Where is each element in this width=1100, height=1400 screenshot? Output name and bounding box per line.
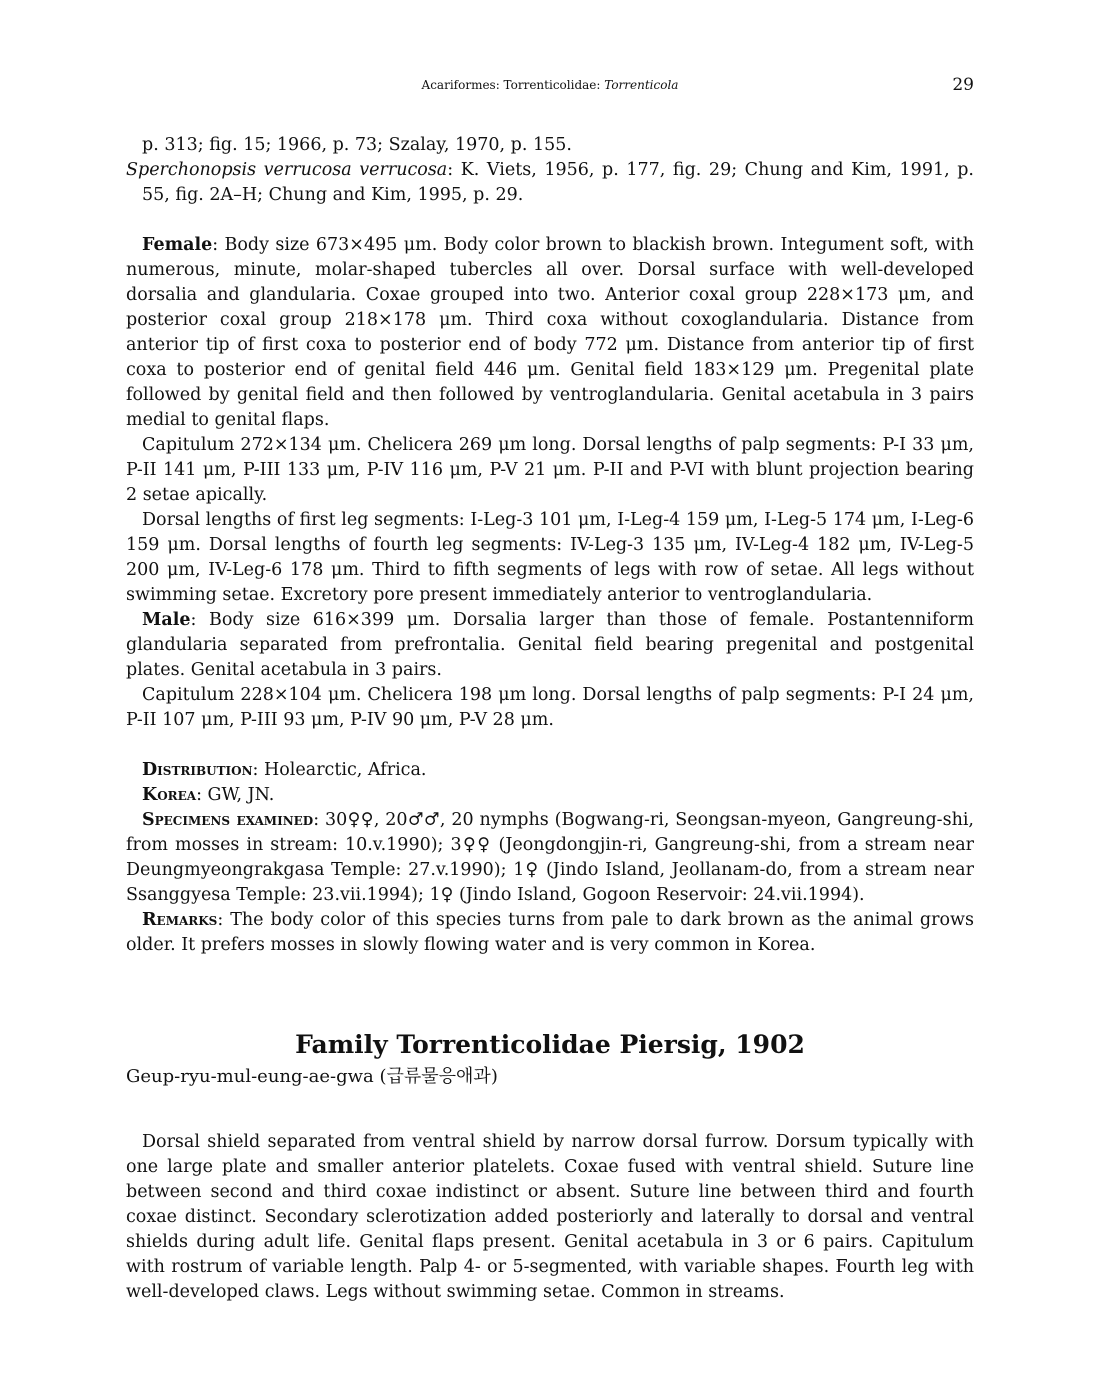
korea-text: : GW, JN. xyxy=(196,785,275,805)
male-label: Male xyxy=(142,610,191,630)
family-subtitle: Geup-ryu-mul-eung-ae-gwa (급류물응애과) xyxy=(126,1066,498,1087)
family-description: Dorsal shield separated from ventral shield by narrow dorsal furrow. Dorsum typically with one large plate and smaller anterior platelets. Coxae fused with ventral shield. Suture line between second and third coxae indistinct or absent. Suture line between third and fourth coxae distinct. Secondary sclerotization added posteriorly and laterally to dorsal and ventral shields during adult life. Genital flaps present. Genital acetabula in 3 or 6 pairs. Capitulum with rostrum of variable length. Palp 4- or 5-segmented, with variable shapes. Fourth leg with well-developed claws. Legs without swimming setae. Common in streams. xyxy=(126,1132,974,1302)
synonym-reference xyxy=(126,158,974,208)
synonym-name: Sperchonopsis verrucosa verrucosa xyxy=(126,160,448,180)
distribution-label: Distribution xyxy=(142,760,253,780)
specimens-label: Specimens examined xyxy=(142,810,314,830)
page-body xyxy=(126,133,974,1305)
distribution-text: : Holearctic, Africa. xyxy=(252,760,427,780)
female-text: : Body size 673×495 μm. Body color brown to blackish brown. Integument soft, with numerous, minute, molar-shaped tubercles all over. Dorsal surface with well-developed dorsalia and glandularia. Coxae grouped into two. Anterior coxal group 228×173 μm, and posterior coxal group 218×178 μm. Third coxa without coxoglandularia. Distance from anterior tip of first coxa to posterior end of body 772 μm. Distance from anterior tip of first coxa to posterior end of genital field 446 μm. Genital field 183×129 μm. Pregenital plate followed by genital field and then followed by ventroglandularia. Genital acetabula in 3 pairs medial to genital flaps. xyxy=(126,235,974,430)
specimens-examined xyxy=(126,808,974,908)
female-capitulum: Capitulum 272×134 μm. Chelicera 269 μm long. Dorsal lengths of palp segments: P-I 33 μm, P-II 141 μm, P-III 133 μm, P-IV 116 μm, P-V 21 μm. P-II and P-VI with blunt projection bearing 2 setae apically. xyxy=(126,435,974,505)
korea xyxy=(126,783,974,808)
page-header xyxy=(0,74,1100,96)
running-head-text: Acariformes: Torrenticolidae: xyxy=(421,78,605,92)
family-title: Family Torrenticolidae Piersig, 1902 xyxy=(295,1030,805,1059)
male-text: : Body size 616×399 μm. Dorsalia larger than those of female. Postantenniform glandularia separated from prefrontalia. Genital field bearing pregenital and postgenital plates. Genital acetabula in 3 pairs. xyxy=(126,610,974,680)
running-head xyxy=(0,74,1100,96)
remarks xyxy=(126,908,974,958)
female-label: Female xyxy=(142,235,213,255)
synonym-citations: : K. Viets, 1956, p. 177, fig. 29; Chung and Kim, 1991, p. 55, fig. 2A–H; Chung and Kim, 1995, p. 29. xyxy=(142,160,974,205)
remarks-text: : The body color of this species turns from pale to dark brown as the animal grows older. It prefers mosses in slowly flowing water and is very common in Korea. xyxy=(126,910,974,955)
specimens-text: : 30♀♀, 20♂♂, 20 nymphs (Bogwang-ri, Seongsan-myeon, Gangreung-shi, from mosses in stream: 10.v.1990); 3♀♀ (Jeongdongjin-ri, Gangreung-shi, from a stream near Deungmyeongrakgasa Temple: 27.v.1990); 1♀ (Jindo Island, Jeollanam-do, from a stream near Ssanggyesa Temple: 23.vii.1994); 1♀ (Jindo Island, Gogoon Reservoir: 24.vii.1994). xyxy=(126,810,974,905)
page-number: 29 xyxy=(952,75,974,95)
reference-continuation: p. 313; fig. 15; 1966, p. 73; Szalay, 1970, p. 155. xyxy=(142,135,572,155)
male-description xyxy=(126,608,974,683)
distribution xyxy=(126,758,974,783)
female-legs: Dorsal lengths of first leg segments: I-Leg-3 101 μm, I-Leg-4 159 μm, I-Leg-5 174 μm, I-Leg-6 159 μm. Dorsal lengths of fourth leg segments: IV-Leg-3 135 μm, IV-Leg-4 182 μm, IV-Leg-5 200 μm, IV-Leg-6 178 μm. Third to fifth segments of legs with row of setae. All legs without swimming setae. Excretory pore present immediately anterior to ventroglandularia. xyxy=(126,510,974,605)
remarks-label: Remarks xyxy=(142,910,218,930)
running-head-genus: Torrenticola xyxy=(604,78,679,92)
male-capitulum: Capitulum 228×104 μm. Chelicera 198 μm long. Dorsal lengths of palp segments: P-I 24 μm, P-II 107 μm, P-III 93 μm, P-IV 90 μm, P-V 28 μm. xyxy=(126,685,974,730)
korea-label: Korea xyxy=(142,785,197,805)
female-description xyxy=(126,233,974,433)
